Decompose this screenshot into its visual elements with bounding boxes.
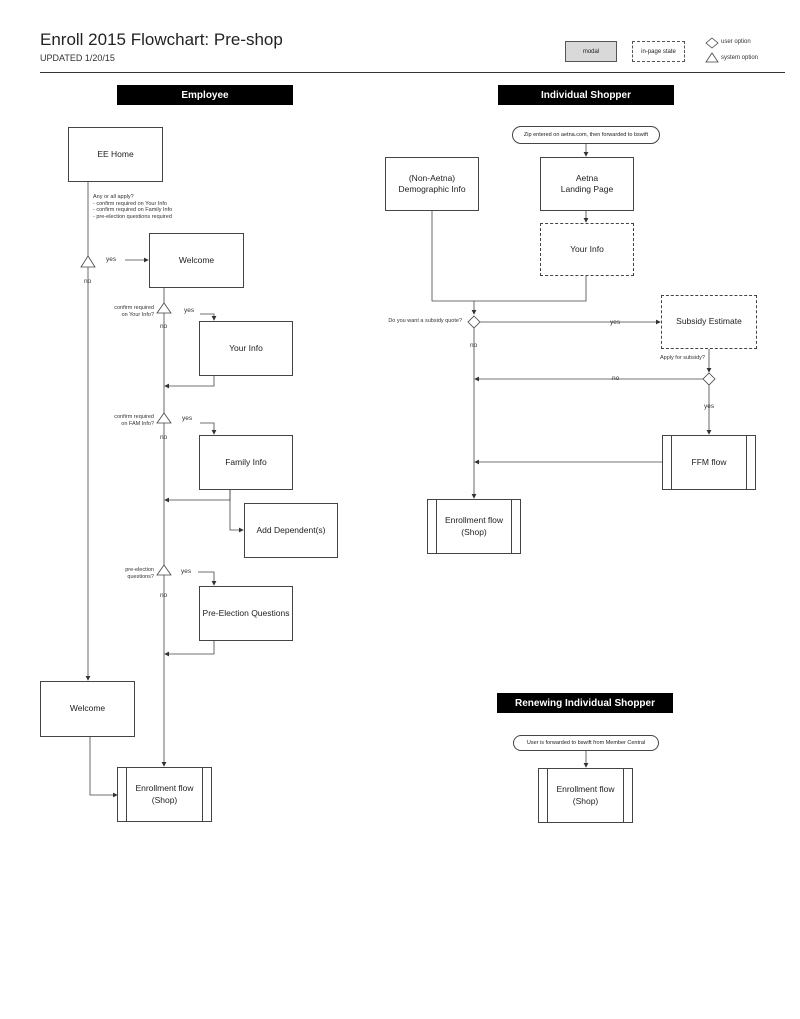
pre-election-questions-box: Pre-Election Questions (199, 586, 293, 641)
yes-label: yes (704, 403, 715, 410)
no-label: no (84, 278, 92, 285)
pre-election-label: pre-election questions? (125, 567, 154, 580)
enrollment-flow-box: Enrollment flow (Shop) (117, 767, 212, 822)
conn-family-dependents (230, 490, 243, 530)
apply-subsidy-label: Apply for subsidy? (660, 355, 705, 361)
family-info-box: Family Info (199, 435, 293, 490)
legend-in-page-state-label: in-page state (641, 48, 676, 55)
member-central-pill: User is forwarded to bswift from Member Central (513, 735, 659, 751)
welcome-box-2: Welcome (40, 681, 135, 737)
yes-label: yes (184, 307, 195, 314)
diamond-icon (703, 373, 715, 385)
zip-entry-pill: Zip entered on aetna.com, then forwarded to bswift (512, 126, 660, 144)
ffm-flow-box: FFM flow (662, 435, 756, 490)
page-title: Enroll 2015 Flowchart: Pre-shop (40, 30, 283, 49)
section-employee: Employee (117, 85, 293, 105)
confirm-your-info-label: confirm required on Your Info? (114, 305, 154, 318)
your-info-state-box: Your Info (540, 223, 634, 276)
legend-modal-label: modal (582, 48, 600, 55)
triangle-icon (157, 565, 171, 575)
conn-preelection-back (165, 641, 214, 654)
triangle-icon (157, 413, 171, 423)
enrollment-flow-box: Enrollment flow (Shop) (538, 768, 633, 823)
conn-yes-yourinfo (200, 314, 214, 320)
conn-yourinfo-subsidy (474, 276, 586, 314)
ee-home-box: EE Home (68, 127, 163, 182)
your-info-box: Your Info (199, 321, 293, 376)
no-label: no (470, 342, 478, 349)
any-apply-label: Any or all apply? - confirm required on Your Info - confirm required on Family Info - pre-election questions required (93, 194, 173, 220)
subsidy-estimate-box: Subsidy Estimate (661, 295, 757, 349)
triangle-icon (157, 303, 171, 313)
no-label: no (612, 375, 620, 382)
yes-label: yes (106, 256, 117, 263)
legend-user-option: user option (721, 39, 751, 45)
yes-label: yes (610, 319, 621, 326)
add-dependents-box: Add Dependent(s) (244, 503, 338, 558)
enrollment-flow-box: Enrollment flow (Shop) (427, 499, 521, 554)
non-aetna-demographic-box: (Non-Aetna) Demographic Info (385, 157, 479, 211)
conn-yes-familyinfo (200, 423, 214, 434)
triangle-icon (81, 256, 95, 267)
conn-familyinfo-back (165, 490, 230, 500)
welcome-box: Welcome (149, 233, 244, 288)
yes-label: yes (182, 415, 193, 422)
aetna-landing-box: Aetna Landing Page (540, 157, 634, 211)
no-label: no (160, 434, 168, 441)
section-renewing-shopper: Renewing Individual Shopper (497, 693, 673, 713)
diamond-icon (468, 316, 480, 328)
updated-date: UPDATED 1/20/15 (40, 53, 115, 63)
no-label: no (160, 323, 168, 330)
no-label: no (160, 592, 168, 599)
conn-demo-subsidy (432, 211, 474, 301)
conn-welcome2-enroll (90, 737, 117, 795)
yes-label: yes (181, 568, 192, 575)
section-individual-shopper: Individual Shopper (498, 85, 674, 105)
conn-yes-preelection (198, 572, 214, 585)
conn-yourinfo-back (165, 376, 214, 386)
subsidy-quote-label: Do you want a subsidy quote? (388, 318, 462, 324)
legend-system-option: system option (721, 55, 759, 61)
confirm-fam-info-label: confirm required on FAM Info? (114, 414, 154, 427)
